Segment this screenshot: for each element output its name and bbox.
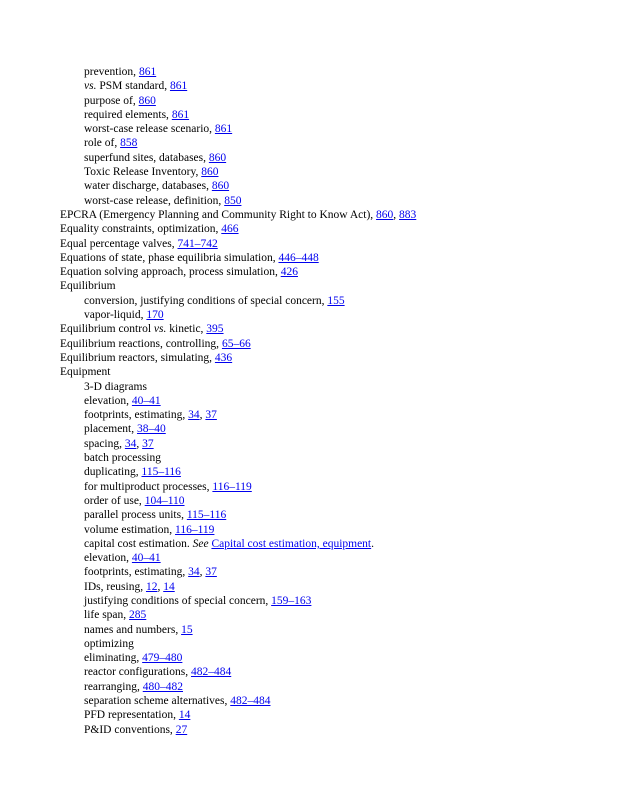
entry-text: duplicating,	[84, 466, 142, 479]
entry-text: vapor-liquid,	[84, 309, 147, 322]
entry-text: ,	[199, 566, 206, 579]
entry-text: Equality constraints, optimization,	[60, 223, 222, 236]
page-reference-link[interactable]: 40–41	[131, 394, 161, 407]
entry-text: prevention,	[84, 66, 139, 78]
entry-text: optimizing	[84, 637, 134, 650]
index-entry	[0, 322, 635, 336]
entry-text: superfund sites, databases,	[84, 151, 209, 164]
entry-text: footprints, estimating,	[84, 566, 189, 579]
page-reference-link[interactable]: 34	[188, 409, 200, 422]
entry-text: life span,	[84, 609, 130, 622]
index-subentry	[0, 665, 635, 679]
page-reference-link[interactable]: 155	[327, 294, 345, 307]
entry-text: conversion, justifying conditions of special concern,	[84, 294, 328, 307]
index-subentry	[0, 151, 635, 165]
index-subentry	[0, 294, 635, 308]
page-reference-link[interactable]: 436	[214, 351, 233, 364]
page-reference-link[interactable]: 104–110	[144, 494, 185, 507]
index-subentry	[0, 408, 635, 422]
index-entry	[0, 222, 635, 236]
index-subentry	[0, 94, 635, 108]
entry-text: IDs, reusing,	[84, 580, 146, 593]
page-reference-link[interactable]: 14	[163, 580, 175, 593]
page-reference-link[interactable]: 446–448	[278, 251, 319, 264]
page-reference-link[interactable]: 170	[146, 309, 164, 322]
index-entry	[0, 208, 635, 222]
index-subentry	[0, 537, 635, 551]
page-reference-link[interactable]: 482–484	[190, 666, 232, 679]
index-subentry	[0, 723, 635, 737]
index-subentry	[0, 708, 635, 722]
entry-text: reactor configurations,	[84, 666, 191, 679]
page-reference-link[interactable]: 34	[124, 437, 137, 450]
page-reference-link[interactable]: 858	[120, 137, 138, 150]
entry-text: footprints, estimating,	[84, 409, 189, 422]
index-subentry	[0, 451, 635, 465]
index-subentry	[0, 580, 635, 594]
index-entry	[0, 351, 635, 365]
entry-text: eliminating,	[84, 652, 143, 665]
entry-text: worst-case release, definition,	[84, 194, 225, 207]
page-reference-link[interactable]: 34	[188, 566, 200, 579]
entry-text: purpose of,	[84, 94, 139, 107]
entry-text: Equations of state, phase equilibria simulation,	[60, 251, 279, 264]
entry-text: elevation,	[84, 552, 132, 565]
index-subentry	[0, 651, 635, 665]
italic-text: vs.	[153, 323, 167, 336]
page-reference-link[interactable]: 37	[205, 566, 217, 579]
entry-text: for multiproduct processes,	[84, 480, 213, 493]
italic-text: See	[192, 537, 209, 550]
index-subentry	[0, 565, 635, 579]
entry-text: ,	[393, 208, 400, 221]
entry-text: Equilibrium reactions, controlling,	[60, 337, 222, 350]
entry-text: elevation,	[84, 394, 132, 407]
entry-text: required elements,	[84, 108, 172, 121]
entry-text: ,	[199, 409, 206, 422]
entry-text: volume estimation,	[84, 523, 176, 536]
page-reference-link[interactable]: 861	[214, 123, 233, 136]
index-subentry	[0, 308, 635, 322]
entry-text: Equilibrium control	[60, 323, 154, 336]
page-reference-link[interactable]: 40–41	[131, 552, 161, 565]
page-reference-link[interactable]: 159–163	[271, 594, 312, 607]
page-reference-link[interactable]: 15	[181, 623, 193, 636]
page-reference-link[interactable]: 860	[211, 180, 230, 193]
page-reference-link[interactable]: 850	[224, 194, 242, 207]
index-subentry	[0, 380, 635, 394]
page-reference-link[interactable]: 12	[145, 580, 158, 593]
entry-text: rearranging,	[84, 680, 143, 693]
index-subentry	[0, 680, 635, 694]
index-subentry	[0, 494, 635, 508]
page-reference-link[interactable]: 860	[208, 151, 227, 164]
page-reference-link[interactable]: 37	[205, 409, 217, 422]
index-subentry	[0, 508, 635, 522]
index-subentry	[0, 437, 635, 451]
index-subentry	[0, 165, 635, 179]
page-reference-link[interactable]: 883	[399, 208, 417, 221]
page-reference-link[interactable]: 861	[138, 66, 157, 78]
page-reference-link[interactable]: 741–742	[177, 237, 218, 250]
index-subentry	[0, 608, 635, 622]
index-subentry	[0, 637, 635, 651]
index-entry	[0, 237, 635, 251]
index-subentry	[0, 179, 635, 193]
index-subentry	[0, 594, 635, 608]
index-entry	[0, 265, 635, 279]
page-reference-link[interactable]: 466	[221, 223, 239, 236]
entry-text: PFD representation,	[84, 709, 179, 722]
italic-text: vs.	[84, 80, 97, 93]
page-reference-link[interactable]: 861	[171, 108, 190, 121]
page-reference-link[interactable]: 395	[206, 323, 224, 336]
entry-text: batch processing	[84, 452, 161, 465]
entry-text: water discharge, databases,	[84, 180, 212, 193]
entry-text: Equation solving approach, process simulation,	[60, 266, 281, 279]
entry-text: ,	[136, 437, 143, 450]
entry-text: justifying conditions of special concern,	[84, 594, 272, 607]
entry-text: .	[371, 537, 375, 550]
page-reference-link[interactable]: 37	[142, 437, 154, 450]
entry-text: spacing,	[84, 437, 125, 450]
page-reference-link[interactable]: 14	[178, 709, 191, 722]
page-reference-link[interactable]: Capital cost estimation, equipment	[211, 537, 372, 550]
entry-text: Equilibrium reactors, simulating,	[60, 351, 215, 364]
entry-text: kinetic,	[166, 323, 207, 336]
page-reference-link[interactable]: 480–482	[142, 680, 183, 693]
index-subentry	[0, 523, 635, 537]
page-reference-link[interactable]: 482–484	[230, 695, 271, 708]
index-entry	[0, 337, 635, 351]
page-reference-link[interactable]: 860	[201, 166, 219, 179]
page-reference-link[interactable]: 116–119	[175, 523, 215, 536]
index-entry	[0, 365, 635, 379]
page-reference-link[interactable]: 115–116	[186, 509, 227, 522]
index-entry	[0, 279, 635, 293]
entry-text: P&ID conventions,	[84, 723, 176, 736]
page-reference-link[interactable]: 285	[129, 609, 147, 622]
page-reference-link[interactable]: 860	[138, 94, 156, 107]
page-reference-link[interactable]: 116–119	[212, 480, 252, 493]
index-subentry	[0, 480, 635, 494]
page-reference-link[interactable]: 426	[280, 266, 298, 279]
index-subentry	[0, 694, 635, 708]
entry-text: Equilibrium	[60, 280, 116, 293]
index-subentry	[0, 394, 635, 408]
index-subentry	[0, 623, 635, 637]
entry-text: parallel process units,	[84, 509, 187, 522]
index-entry	[0, 251, 635, 265]
entry-text: names and numbers,	[84, 623, 182, 636]
index-subentry	[0, 79, 635, 93]
entry-text: role of,	[84, 137, 121, 150]
page-reference-link[interactable]: 860	[376, 208, 394, 221]
entry-text: Equal percentage valves,	[60, 237, 178, 250]
index-subentry	[0, 65, 635, 79]
index-subentry	[0, 465, 635, 479]
page-reference-link[interactable]: 861	[169, 80, 188, 93]
entry-text: EPCRA (Emergency Planning and Community Right to Know Act),	[60, 208, 377, 221]
entry-text: Toxic Release Inventory,	[84, 166, 202, 179]
index-subentry	[0, 122, 635, 136]
index-subentry	[0, 108, 635, 122]
page-reference-link[interactable]: 115–116	[141, 466, 181, 479]
entry-text: placement,	[84, 423, 138, 436]
index-page	[0, 65, 635, 737]
page-reference-link[interactable]: 27	[175, 723, 188, 736]
entry-text: 3-D diagrams	[84, 380, 147, 393]
entry-text: separation scheme alternatives,	[84, 695, 231, 708]
page-reference-link[interactable]: 479–480	[142, 652, 183, 665]
entry-text: capital cost estimation.	[84, 537, 193, 550]
index-subentry	[0, 136, 635, 150]
page-reference-link[interactable]: 38–40	[137, 423, 166, 436]
index-subentry	[0, 422, 635, 436]
entry-text: ,	[157, 580, 164, 593]
entry-text: order of use,	[84, 494, 145, 507]
index-subentry	[0, 551, 635, 565]
index-subentry	[0, 194, 635, 208]
page-reference-link[interactable]: 65–66	[221, 337, 251, 350]
entry-text: Equipment	[60, 366, 111, 379]
entry-text: PSM standard,	[96, 80, 170, 93]
entry-text: worst-case release scenario,	[84, 123, 215, 136]
